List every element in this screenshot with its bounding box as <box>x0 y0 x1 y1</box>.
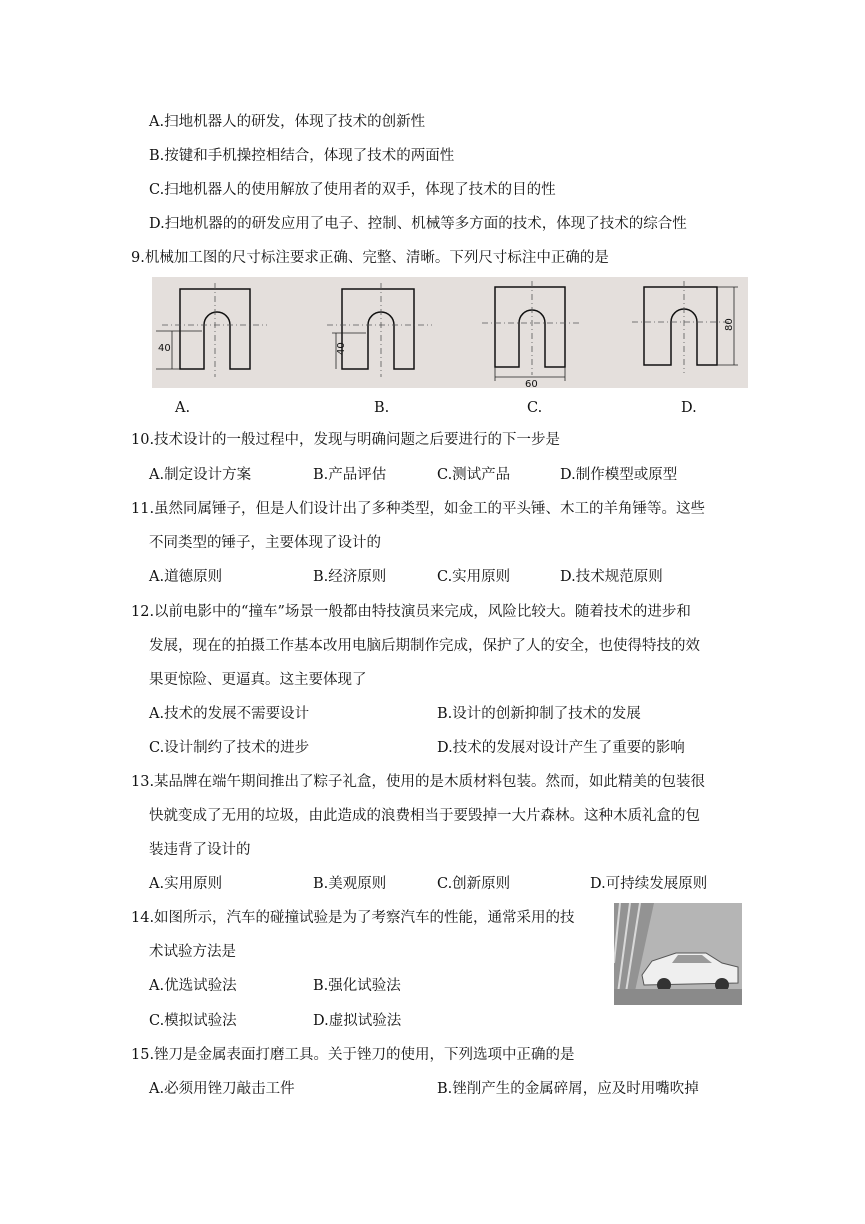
q14-stem-line1: 14.如图所示，汽车的碰撞试验是为了考察汽车的性能，通常采用的技 <box>131 910 575 926</box>
q15-stem: 15.锉刀是金属表面打磨工具。关于锉刀的使用，下列选项中正确的是 <box>131 1047 575 1063</box>
q10-option-d: D.制作模型或原型 <box>560 467 678 483</box>
q13-stem-line2: 快就变成了无用的垃圾，由此造成的浪费相当于要毁掉一大片森林。这种木质礼盒的包 <box>149 808 700 824</box>
q11-option-c: C.实用原则 <box>437 569 511 585</box>
q9-figure-strip <box>152 277 748 388</box>
q12-stem-line2: 发展，现在的拍摄工作基本改用电脑后期制作完成，保护了人的安全，也使得特技的效 <box>149 638 700 654</box>
q11-stem-line2: 不同类型的锤子，主要体现了设计的 <box>149 535 381 551</box>
car-crash-test-photo <box>614 903 742 1005</box>
dim-d: 80 <box>724 318 735 331</box>
q9-figure-label-d: D. <box>681 400 697 416</box>
q10-option-b: B.产品评估 <box>313 467 387 483</box>
q9-figure-label-a: A. <box>175 400 191 416</box>
q12-option-b: B.设计的创新抑制了技术的发展 <box>437 706 641 722</box>
q14-stem-line2: 术试验方法是 <box>149 944 236 960</box>
q14-option-b: B.强化试验法 <box>313 978 401 994</box>
part-outline-d <box>644 287 717 365</box>
q11-option-a: A.道德原则 <box>149 569 223 585</box>
part-outline-c <box>495 287 565 367</box>
dim-c: 60 <box>525 379 538 388</box>
dim-a: 40 <box>158 343 171 354</box>
q13-stem-line1: 13.某品牌在端午期间推出了粽子礼盒，使用的是木质材料包装。然而，如此精美的包装很 <box>131 774 706 790</box>
q11-option-d: D.技术规范原则 <box>560 569 663 585</box>
q8-option-d: D.扫地机器的的研发应用了电子、控制、机械等多方面的技术，体现了技术的综合性 <box>149 216 687 232</box>
q10-option-c: C.测试产品 <box>437 467 511 483</box>
q12-stem-line3: 果更惊险、更逼真。这主要体现了 <box>149 672 367 688</box>
q13-option-c: C.创新原则 <box>437 876 511 892</box>
q9-figure-label-c: C. <box>527 400 543 416</box>
q9-stem: 9.机械加工图的尺寸标注要求正确、完整、清晰。下列尺寸标注中正确的是 <box>131 250 609 266</box>
dim-b: 40 <box>336 342 347 355</box>
q12-option-c: C.设计制约了技术的进步 <box>149 740 310 756</box>
q13-option-a: A.实用原则 <box>149 876 223 892</box>
q10-option-a: A.制定设计方案 <box>149 467 252 483</box>
dimension-drawings <box>152 277 748 388</box>
q8-option-c: C.扫地机器人的使用解放了使用者的双手，体现了技术的目的性 <box>149 182 556 198</box>
q13-stem-line3: 装违背了设计的 <box>149 842 251 858</box>
q12-option-a: A.技术的发展不需要设计 <box>149 706 310 722</box>
q8-option-a: A.扫地机器人的研发，体现了技术的创新性 <box>149 114 426 130</box>
q13-option-d: D.可持续发展原则 <box>590 876 708 892</box>
q9-figure-label-b: B. <box>374 400 390 416</box>
q14-option-d: D.虚拟试验法 <box>313 1013 402 1029</box>
q8-option-b: B.按键和手机操控相结合，体现了技术的两面性 <box>149 148 455 164</box>
q14-option-c: C.模拟试验法 <box>149 1013 237 1029</box>
q12-option-d: D.技术的发展对设计产生了重要的影响 <box>437 740 685 756</box>
q10-stem: 10.技术设计的一般过程中，发现与明确问题之后要进行的下一步是 <box>131 432 561 448</box>
q14-option-a: A.优选试验法 <box>149 978 237 994</box>
q12-stem-line1: 12.以前电影中的“撞车”场景一般都由特技演员来完成，风险比较大。随着技术的进步和 <box>131 604 691 620</box>
q15-option-b: B.锉削产生的金属碎屑，应及时用嘴吹掉 <box>437 1081 699 1097</box>
q11-stem-line1: 11.虽然同属锤子，但是人们设计出了多种类型，如金工的平头锤、木工的羊角锤等。这些 <box>131 501 706 517</box>
car-crash-icon <box>614 903 742 1005</box>
q11-option-b: B.经济原则 <box>313 569 387 585</box>
q15-option-a: A.必须用锉刀敲击工件 <box>149 1081 295 1097</box>
q13-option-b: B.美观原则 <box>313 876 387 892</box>
part-outline-b <box>342 289 414 369</box>
